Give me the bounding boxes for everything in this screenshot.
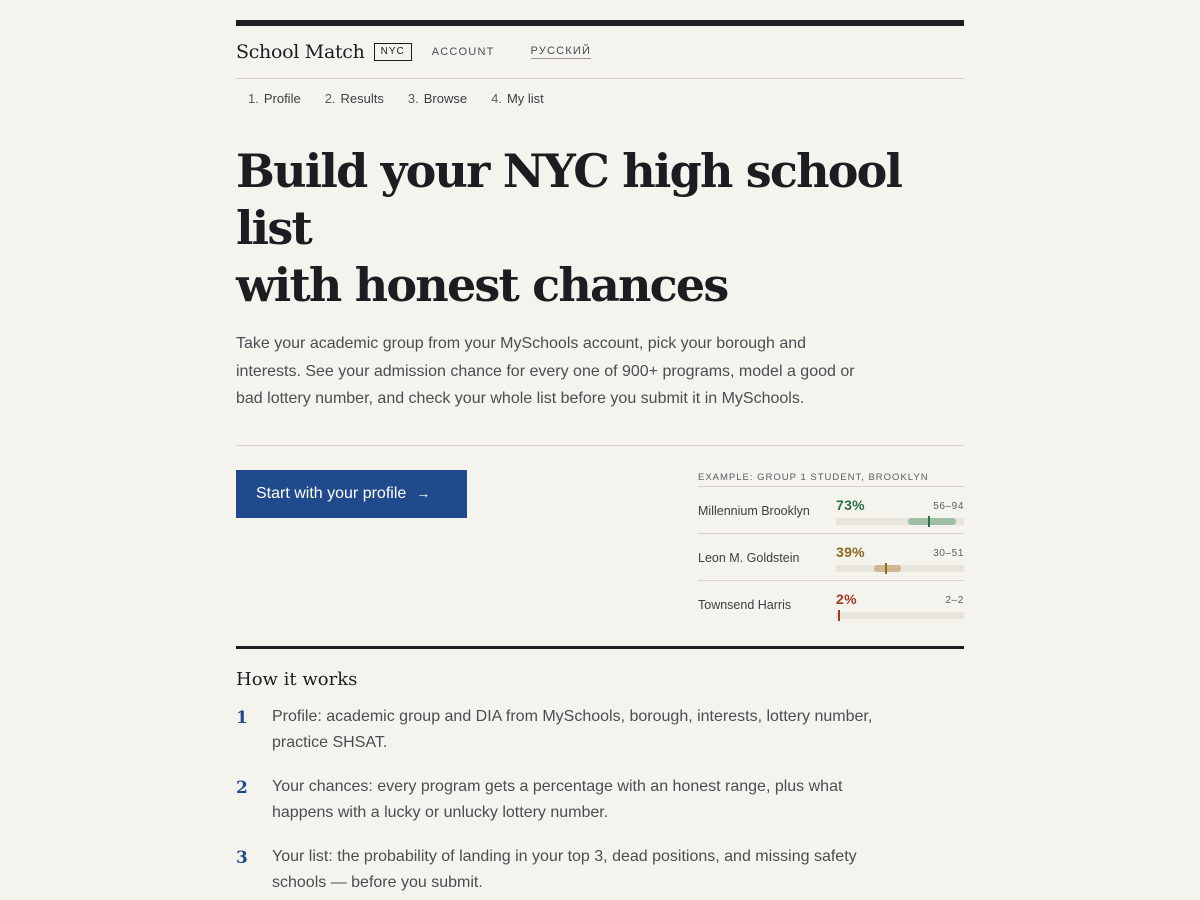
item-text: Profile: academic group and DIA from MySchools, borough, interests, lottery number, practice SHSAT. [272, 707, 873, 751]
chance-track [836, 565, 964, 572]
step-browse[interactable] [408, 91, 467, 106]
school-name: Townsend Harris [698, 597, 792, 612]
nyc-badge: NYC [374, 43, 412, 61]
title-line-1: Build your NYC high school list [236, 144, 902, 255]
cta-section [236, 446, 964, 646]
how-it-works-item [236, 844, 892, 896]
example-list [698, 487, 964, 627]
item-text: Your list: the probability of landing in your top 3, dead positions, and missing safety schools — before you submit. [272, 847, 857, 891]
item-number: 1 [236, 707, 248, 728]
example-card [698, 472, 964, 627]
page [236, 20, 964, 896]
how-it-works-item [236, 704, 892, 756]
step-results[interactable] [325, 91, 384, 106]
chance-range: 2–2 [945, 594, 964, 606]
how-it-works-title: How it works [236, 668, 358, 690]
step-number: 1. [248, 90, 259, 106]
step-label: Results [340, 90, 384, 106]
chance-percent: 39% [836, 543, 865, 560]
how-it-works-item [236, 774, 892, 826]
step-number: 2. [324, 90, 336, 106]
how-it-works-rule [236, 646, 964, 649]
chance-track [836, 518, 964, 525]
site-header [236, 26, 964, 79]
chance-range: 30–51 [933, 547, 964, 559]
step-number: 4. [491, 90, 502, 106]
chance-track [836, 612, 964, 619]
step-label: Profile [263, 90, 301, 106]
intro-paragraph: Take your academic group from your MySchools account, pick your borough and interests. See your admission chance for every one of 900+ programs, model a good or bad lottery number, and check your whole list before you submit it in MySchools. [236, 335, 855, 407]
example-school-row [698, 581, 964, 627]
chance-marker [838, 610, 840, 621]
example-title: EXAMPLE: GROUP 1 STUDENT, BROOKLYN [698, 472, 964, 487]
school-name: Leon M. Goldstein [698, 550, 800, 565]
brand-logo[interactable]: School Match [236, 41, 365, 63]
how-it-works-list [236, 704, 964, 896]
title-line-2: with honest chances [236, 258, 728, 312]
start-profile-button[interactable] [236, 470, 467, 518]
step-number: 3. [407, 90, 419, 106]
account-link[interactable]: ACCOUNT [431, 46, 495, 58]
example-school-row [698, 534, 964, 581]
start-profile-label: Start with your profile [256, 484, 407, 502]
chance-marker [928, 516, 930, 527]
step-my-list[interactable] [491, 91, 544, 106]
step-label: My list [506, 90, 544, 106]
chance-range-band [908, 518, 957, 525]
item-number: 3 [236, 847, 248, 868]
step-label: Browse [423, 90, 468, 106]
chance-marker [885, 563, 887, 574]
item-text: Your chances: every program gets a percentage with an honest range, plus what happens with a lucky or unlucky lottery number. [272, 777, 843, 821]
example-school-row [698, 487, 964, 534]
step-profile[interactable] [248, 91, 301, 106]
page-title [236, 143, 964, 314]
arrow-right-icon: → [416, 484, 431, 501]
chance-range: 56–94 [933, 500, 964, 512]
item-number: 2 [236, 777, 248, 798]
chance-range-band [874, 565, 901, 572]
school-name: Millennium Brooklyn [698, 503, 810, 518]
language-link[interactable]: РУССКИЙ [530, 45, 592, 57]
step-nav [236, 79, 964, 117]
chance-percent: 2% [836, 590, 857, 607]
chance-percent: 73% [836, 496, 865, 513]
